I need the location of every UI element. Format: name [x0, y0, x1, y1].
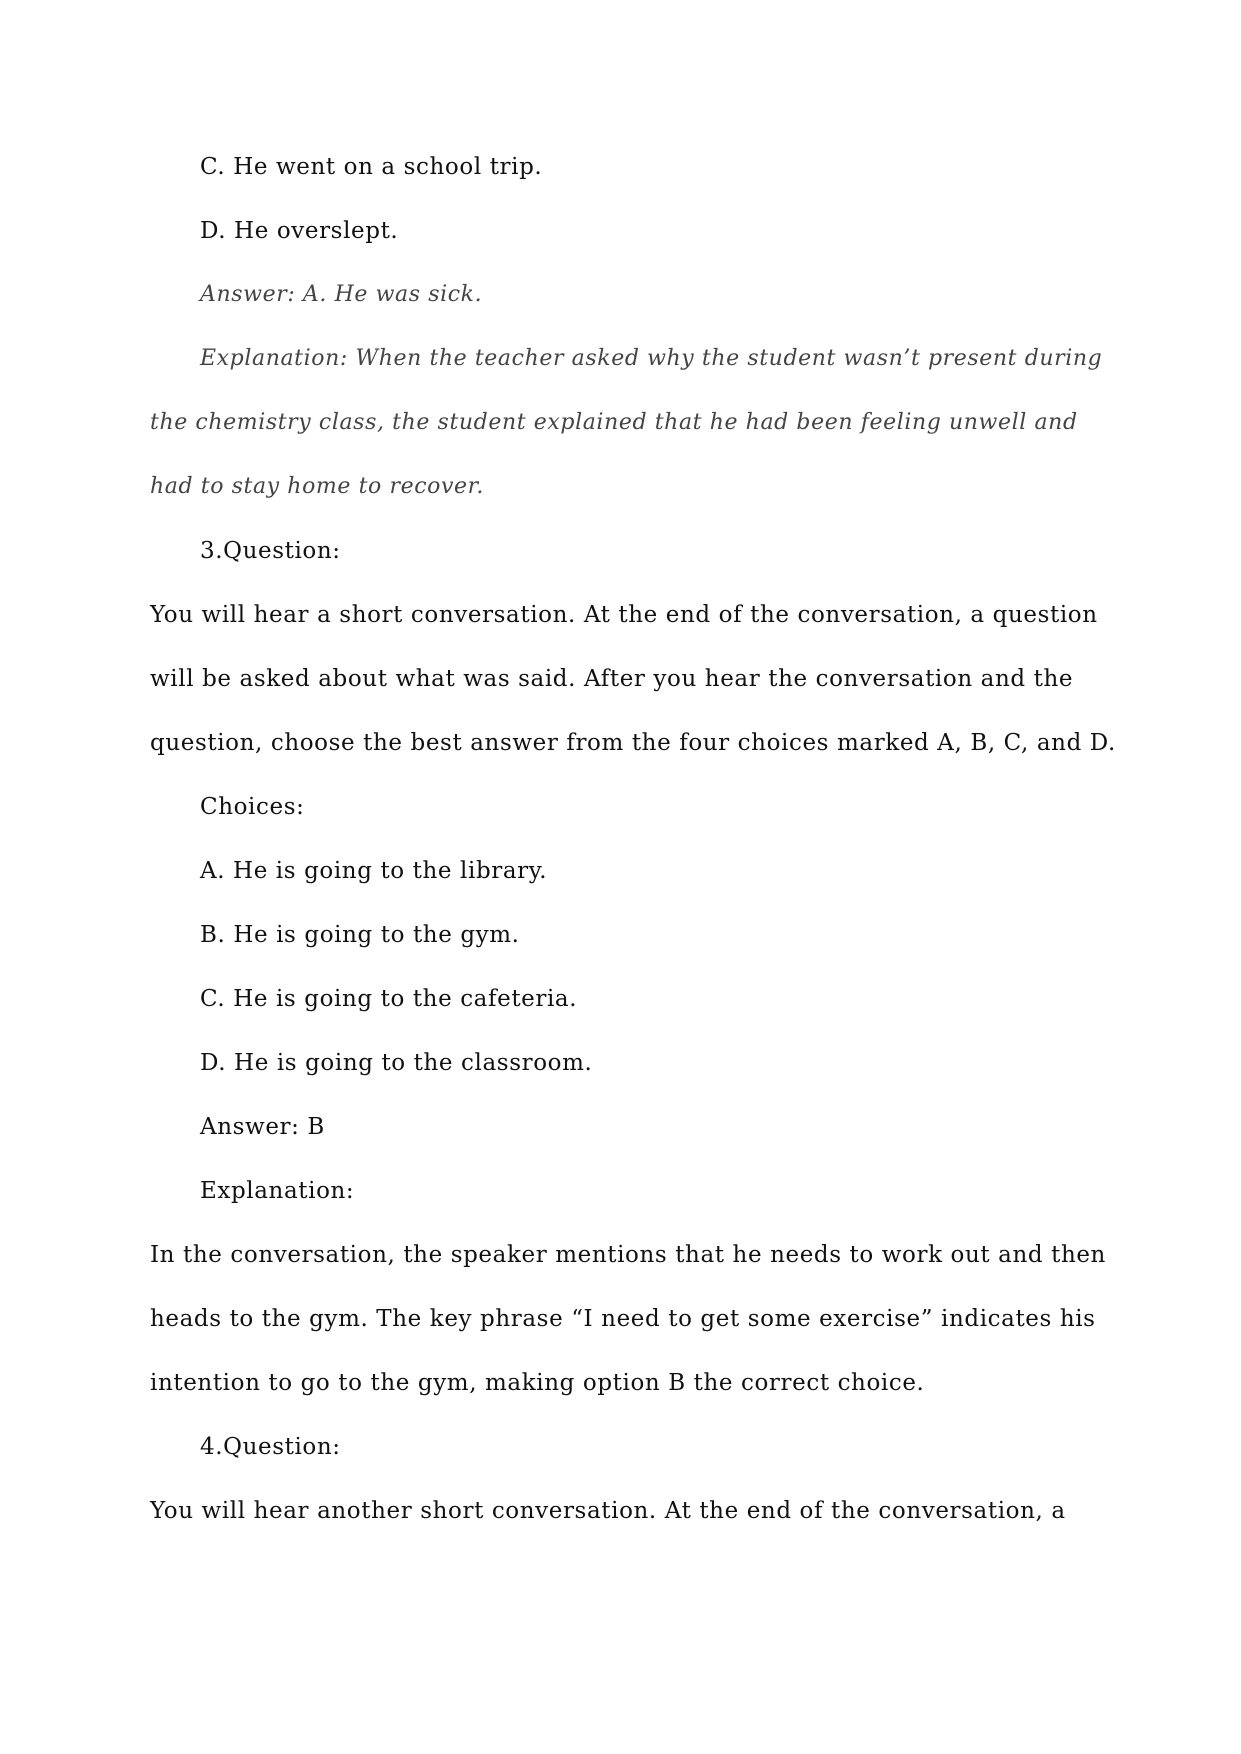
- question-3-heading: 3.Question:: [200, 538, 341, 564]
- question-4-heading: 4.Question:: [200, 1434, 341, 1460]
- question-3-text-line1: You will hear a short conversation. At the end of the conversation, a question: [150, 602, 1098, 628]
- question-4-text-line1: You will hear another short conversation. At the end of the conversation, a: [150, 1498, 1066, 1524]
- choice-d-q2: D. He overslept.: [200, 218, 399, 244]
- explanation-q2-line1: Explanation: When the teacher asked why the student wasn’t present during: [200, 346, 1103, 371]
- choice-c-q2: C. He went on a school trip.: [200, 154, 543, 180]
- choice-b-q3: B. He is going to the gym.: [200, 922, 520, 948]
- question-3-text-line3: question, choose the best answer from the four choices marked A, B, C, and D.: [150, 730, 1116, 756]
- choice-c-q3: C. He is going to the cafeteria.: [200, 986, 578, 1012]
- explanation-q2-line2: the chemistry class, the student explained that he had been feeling unwell and: [150, 410, 1078, 435]
- explanation-heading-q3: Explanation:: [200, 1178, 355, 1204]
- choices-heading-q3: Choices:: [200, 794, 305, 820]
- question-3-text-line2: will be asked about what was said. After you hear the conversation and the: [150, 666, 1074, 692]
- answer-q2: Answer: A. He was sick.: [200, 282, 483, 307]
- explanation-q3-line2: heads to the gym. The key phrase “I need to get some exercise” indicates his: [150, 1306, 1096, 1332]
- choice-a-q3: A. He is going to the library.: [200, 858, 548, 884]
- explanation-q3-line1: In the conversation, the speaker mentions that he needs to work out and then: [150, 1242, 1106, 1268]
- explanation-q2-line3: had to stay home to recover.: [150, 474, 484, 499]
- choice-d-q3: D. He is going to the classroom.: [200, 1050, 593, 1076]
- explanation-q3-line3: intention to go to the gym, making option B the correct choice.: [150, 1370, 925, 1396]
- answer-q3: Answer: B: [200, 1114, 325, 1140]
